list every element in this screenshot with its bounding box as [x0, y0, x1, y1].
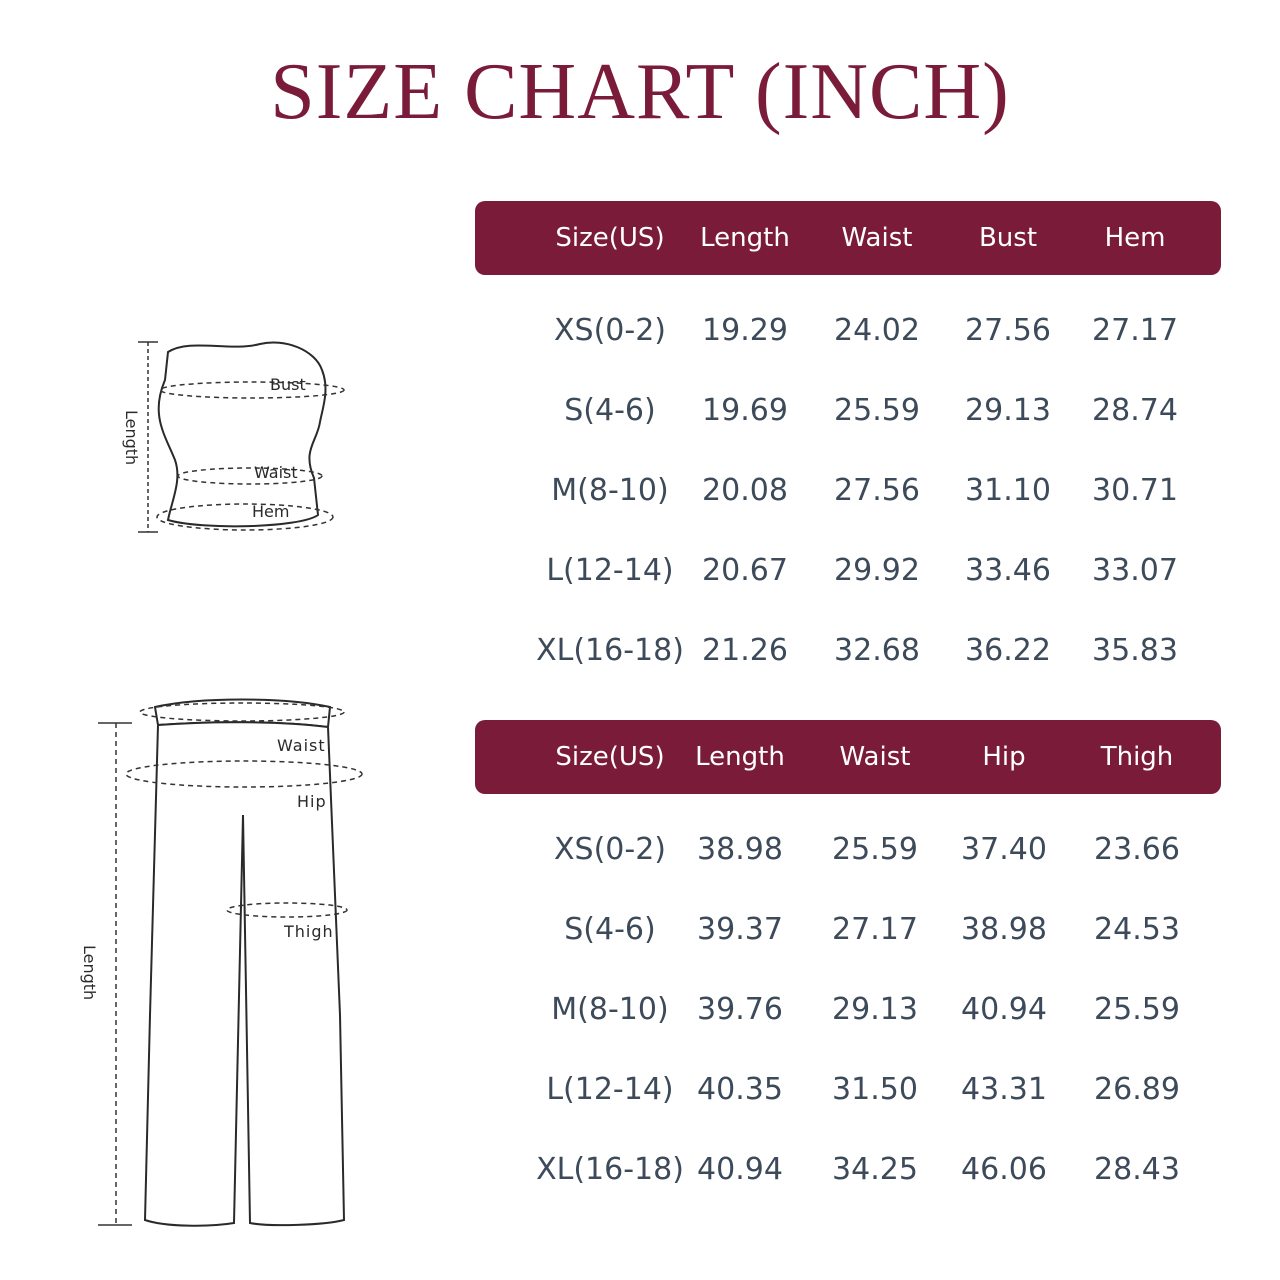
- length-cell: 19.69: [702, 393, 788, 428]
- length-cell: 40.35: [697, 1072, 783, 1107]
- thigh-cell: 24.53: [1094, 912, 1180, 947]
- waist-label: Waist: [254, 463, 298, 482]
- length-cell: 39.37: [697, 912, 783, 947]
- hip-cell: 40.94: [961, 992, 1047, 1027]
- header-waist: Waist: [841, 223, 913, 253]
- length-cell: 40.94: [697, 1152, 783, 1187]
- header-size: Size(US): [555, 223, 665, 253]
- thigh-label: Thigh: [284, 922, 334, 941]
- waist-cell: 25.59: [832, 832, 918, 867]
- length-cell: 19.29: [702, 313, 788, 348]
- thigh-cell: 28.43: [1094, 1152, 1180, 1187]
- size-cell: S(4-6): [564, 912, 656, 947]
- bottom-size-table: [475, 720, 1221, 1210]
- size-cell: L(12-14): [546, 553, 674, 588]
- length-cell: 39.76: [697, 992, 783, 1027]
- bust-cell: 27.56: [965, 313, 1051, 348]
- size-cell: XS(0-2): [553, 832, 666, 867]
- waist-cell: 27.17: [832, 912, 918, 947]
- hem-label: Hem: [252, 502, 290, 521]
- top-table-header: [475, 201, 1221, 275]
- waist-cell: 34.25: [832, 1152, 918, 1187]
- size-cell: XL(16-18): [536, 1152, 684, 1187]
- thigh-cell: 23.66: [1094, 832, 1180, 867]
- bust-cell: 29.13: [965, 393, 1051, 428]
- waist-cell: 24.02: [834, 313, 920, 348]
- waist-cell: 29.13: [832, 992, 918, 1027]
- hem-cell: 35.83: [1092, 633, 1178, 668]
- size-cell: XL(16-18): [536, 633, 684, 668]
- hip-cell: 43.31: [961, 1072, 1047, 1107]
- bust-cell: 33.46: [965, 553, 1051, 588]
- table-row: [475, 810, 1221, 890]
- pants-diagram: [70, 695, 380, 1240]
- page-title: SIZE CHART (INCH): [270, 48, 1010, 136]
- hip-cell: 46.06: [961, 1152, 1047, 1187]
- size-cell: M(8-10): [551, 992, 669, 1027]
- thigh-cell: 26.89: [1094, 1072, 1180, 1107]
- hip-cell: 38.98: [961, 912, 1047, 947]
- pants-length-label: Length: [80, 945, 99, 1001]
- header-thigh: Thigh: [1100, 742, 1174, 772]
- table-row: [475, 371, 1221, 451]
- bust-cell: 31.10: [965, 473, 1051, 508]
- hip-cell: 37.40: [961, 832, 1047, 867]
- bust-label: Bust: [270, 375, 306, 394]
- bottom-table-header: [475, 720, 1221, 794]
- size-cell: M(8-10): [551, 473, 669, 508]
- table-row: [475, 890, 1221, 970]
- size-cell: XS(0-2): [553, 313, 666, 348]
- bust-cell: 36.22: [965, 633, 1051, 668]
- size-cell: S(4-6): [564, 393, 656, 428]
- top-size-table: [475, 201, 1221, 691]
- waist-cell: 27.56: [834, 473, 920, 508]
- length-cell: 20.08: [702, 473, 788, 508]
- header-waist: Waist: [839, 742, 911, 772]
- header-length: Length: [695, 742, 785, 772]
- table-row: [475, 1130, 1221, 1210]
- header-size: Size(US): [555, 742, 665, 772]
- top-garment-diagram: [110, 330, 370, 545]
- hem-cell: 28.74: [1092, 393, 1178, 428]
- waist-cell: 25.59: [834, 393, 920, 428]
- pants-waist-label: Waist: [277, 736, 326, 755]
- length-cell: 20.67: [702, 553, 788, 588]
- waist-cell: 29.92: [834, 553, 920, 588]
- header-hem: Hem: [1104, 223, 1166, 253]
- table-row: [475, 1050, 1221, 1130]
- header-hip: Hip: [982, 742, 1026, 772]
- table-row: [475, 531, 1221, 611]
- table-row: [475, 291, 1221, 371]
- length-cell: 21.26: [702, 633, 788, 668]
- hem-cell: 30.71: [1092, 473, 1178, 508]
- table-row: [475, 611, 1221, 691]
- hip-label: Hip: [297, 792, 327, 811]
- header-bust: Bust: [978, 223, 1038, 253]
- length-label: Length: [122, 410, 141, 466]
- size-cell: L(12-14): [546, 1072, 674, 1107]
- waist-cell: 32.68: [834, 633, 920, 668]
- table-row: [475, 451, 1221, 531]
- hem-cell: 33.07: [1092, 553, 1178, 588]
- header-length: Length: [700, 223, 790, 253]
- table-row: [475, 970, 1221, 1050]
- waist-cell: 31.50: [832, 1072, 918, 1107]
- thigh-cell: 25.59: [1094, 992, 1180, 1027]
- length-cell: 38.98: [697, 832, 783, 867]
- hem-cell: 27.17: [1092, 313, 1178, 348]
